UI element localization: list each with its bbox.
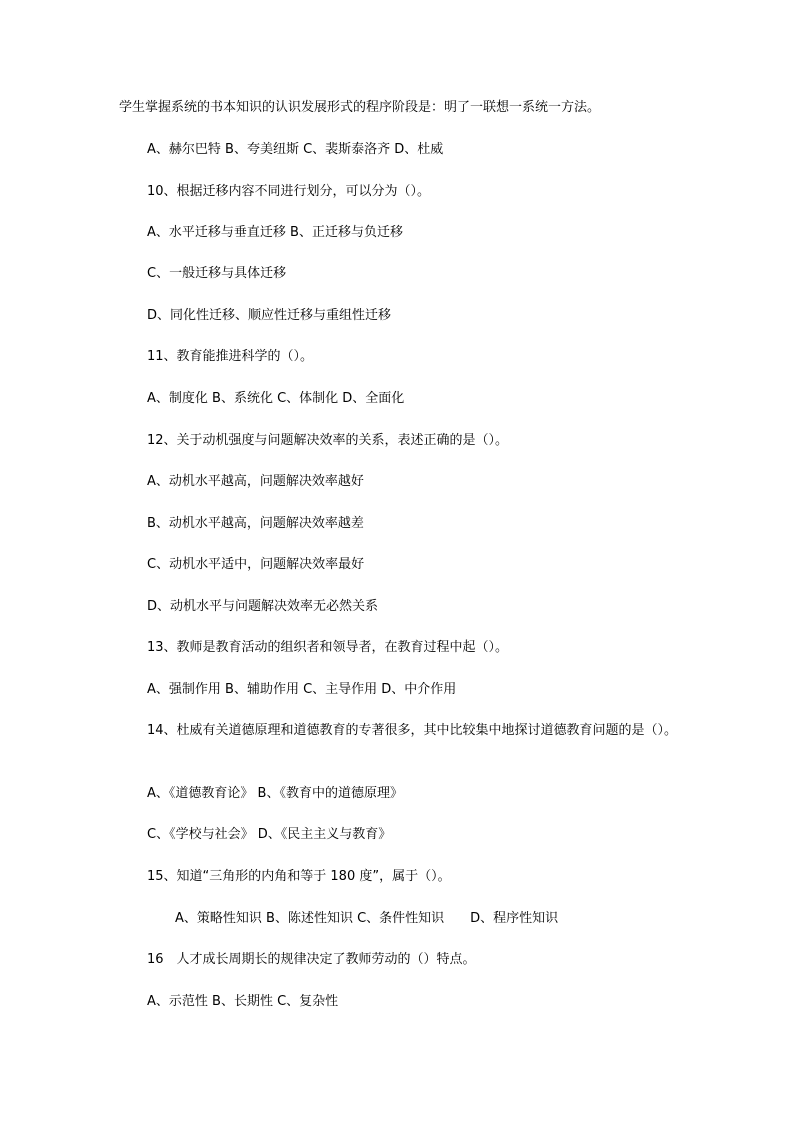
- q13-question: 13、教师是教育活动的组织者和领导者，在教育过程中起（）。: [147, 640, 509, 655]
- q10-option-ab: A、水平迁移与垂直迁移 B、正迁移与负迁移: [147, 225, 403, 240]
- q11-options: A、制度化 B、系统化 C、体制化 D、全面化: [147, 391, 405, 406]
- q12-question: 12、关于动机强度与问题解决效率的关系，表述正确的是（）。: [147, 433, 509, 448]
- q10-option-c: C、一般迁移与具体迁移: [147, 266, 287, 281]
- q12-option-b: B、动机水平越高，问题解决效率越差: [147, 516, 364, 531]
- q11-question: 11、教育能推进科学的（）。: [147, 349, 314, 364]
- q14-question: 14、杜威有关道德原理和道德教育的专著很多，其中比较集中地探讨道德教育问题的是（）。: [147, 723, 678, 738]
- q10-option-d: D、同化性迁移、顺应性迁移与重组性迁移: [147, 308, 392, 323]
- q13-options: A、强制作用 B、辅助作用 C、主导作用 D、中介作用: [147, 682, 457, 697]
- q15-options: A、策略性知识 B、陈述性知识 C、条件性知识 D、程序性知识: [175, 911, 559, 926]
- intro-line: 学生掌握系统的书本知识的认识发展形式的程序阶段是：明了一联想一系统一方法。: [119, 100, 601, 115]
- q15-question: 15、知道“三角形的内角和等于 180 度”，属于（）。: [147, 869, 451, 884]
- q10-question: 10、根据迁移内容不同进行划分，可以分为（）。: [147, 184, 431, 199]
- q16-options: A、示范性 B、长期性 C、复杂性: [147, 994, 339, 1009]
- q12-option-a: A、动机水平越高，问题解决效率越好: [147, 474, 364, 489]
- q9-options: A、赫尔巴特 B、夸美纽斯 C、裴斯泰洛齐 D、杜威: [147, 142, 444, 157]
- q12-option-d: D、动机水平与问题解决效率无必然关系: [147, 599, 379, 614]
- q16-question: 16 人才成长周期长的规律决定了教师劳动的（）特点。: [147, 952, 476, 967]
- q12-option-c: C、动机水平适中，问题解决效率最好: [147, 557, 365, 572]
- q14-option-cd: C、《学校与社会》 D、《民主主义与教育》: [147, 827, 392, 842]
- q14-option-ab: A、《道德教育论》 B、《教育中的道德原理》: [147, 786, 403, 801]
